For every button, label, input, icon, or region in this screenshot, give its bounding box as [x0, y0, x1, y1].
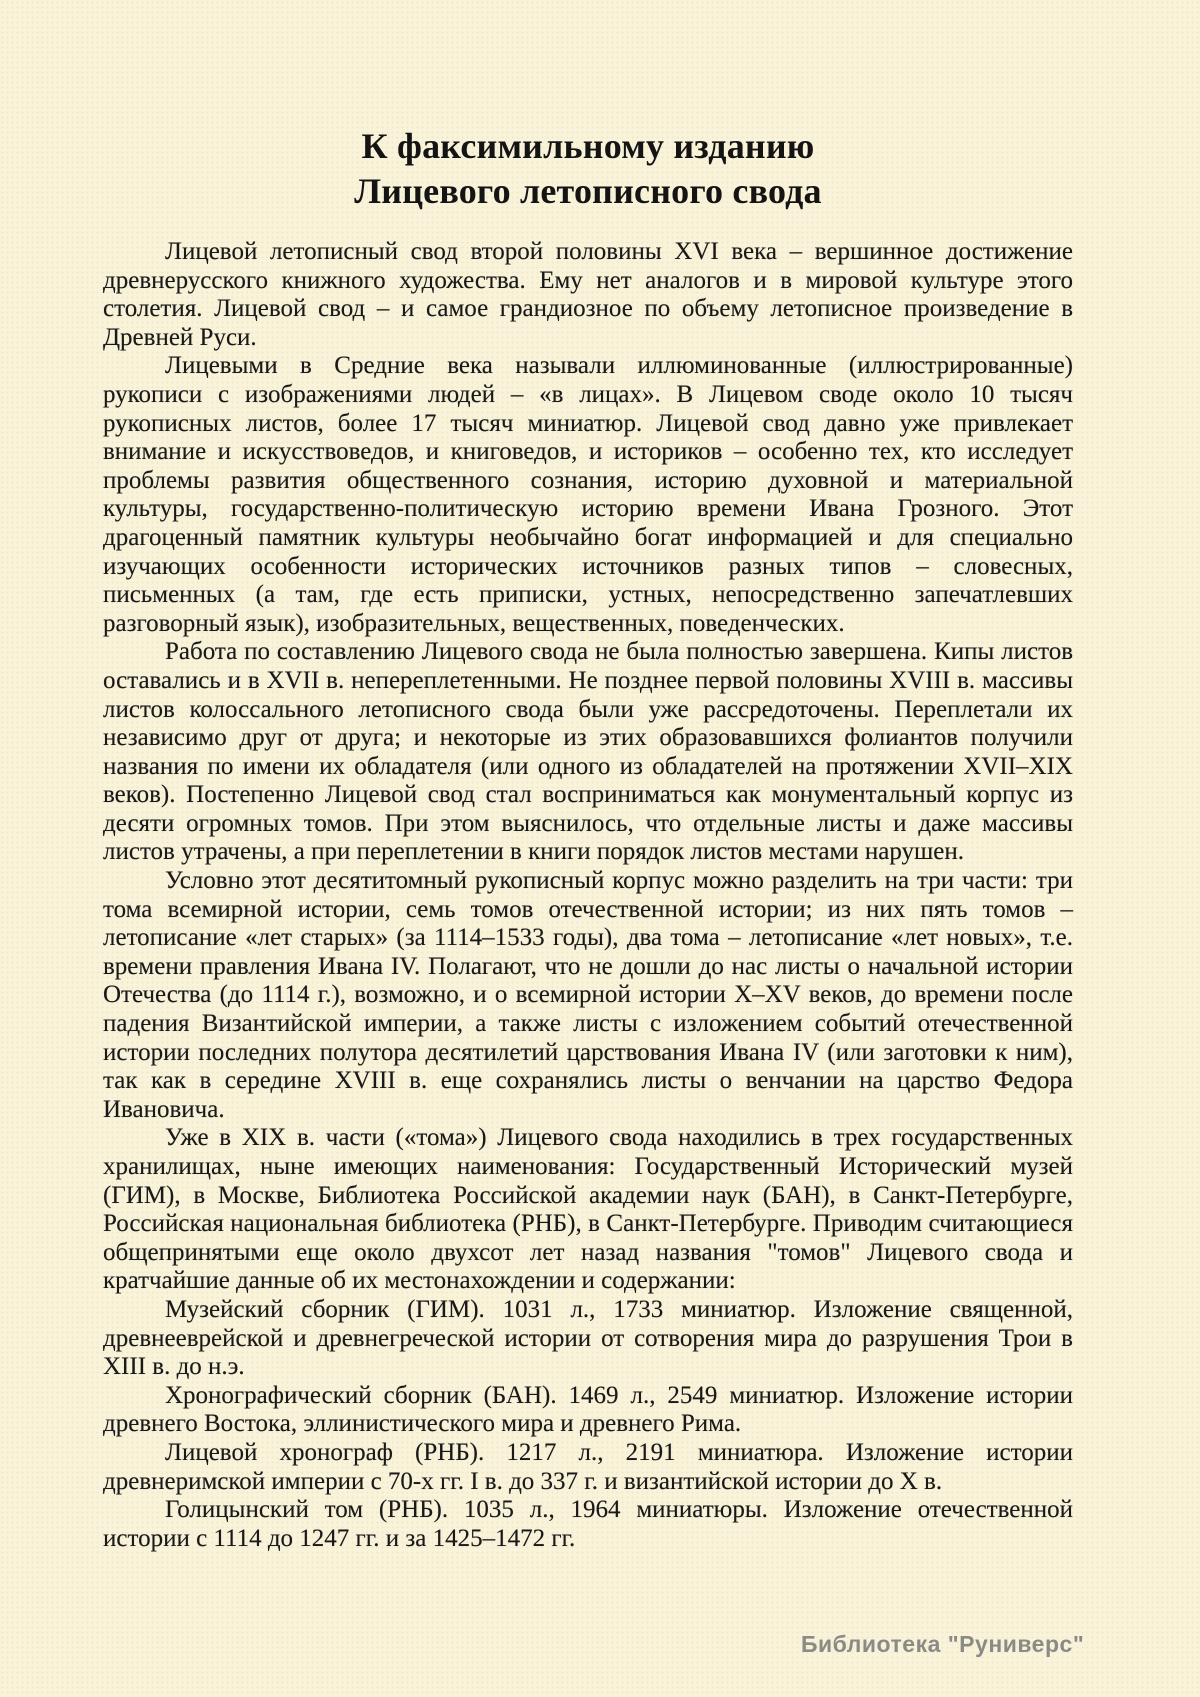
paragraph: Уже в XIX в. части («тома») Лицевого свода находились в трех государственных хранилищах, ныне имеющих наименования: Государственный Исторический музей (ГИМ), в Москве, Библиотека Российской академии наук (БАН), в Санкт-Петербурге, Российская национальная библиотека (РНБ), в Санкт-Петербурге. Приводим считающиеся общепринятыми еще около двухсот лет назад названия "томов" Лицевого свода и кратчайшие данные об их местонахождении и содержании: [103, 1124, 1073, 1295]
library-watermark: Библиотека "Руниверс" [801, 1631, 1085, 1657]
paragraph: Хронографический сборник (БАН). 1469 л., 2549 миниатюр. Изложение истории древнего Востока, эллинистического мира и древнего Рима. [103, 1381, 1073, 1438]
paragraph: Лицевой летописный свод второй половины XVI века – вершинное достижение древнерусского книжного художества. Ему нет аналогов и в мировой культуре этого столетия. Лицевой свод – и самое грандиозное по объему летописное произведение в Древней Руси. [103, 238, 1073, 351]
paragraph: Работа по составлению Лицевого свода не была полностью завершена. Кипы листов оставались и в XVII в. непереплетенными. Не позднее первой половины XVIII в. массивы листов колоссального летописного свода были уже рассредоточены. Переплетали их независимо друг от друга; и некоторые из этих образовавшихся фолиантов получили названия по имени их обладателя (или одного из обладателей на протяжении XVII–XIX веков). Постепенно Лицевой свод стал восприниматься как монументальный корпус из десяти огромных томов. При этом выяснилось, что отдельные листы и даже массивы листов утрачены, а при переплетении в книги порядок листов местами нарушен. [103, 638, 1073, 866]
paragraph: Условно этот десятитомный рукописный корпус можно разделить на три части: три тома всемирной истории, семь томов отечественной истории; из них пять томов – летописание «лет старых» (за 1114–1533 годы), два тома – летописание «лет новых», т.е. времени правления Ивана IV. Полагают, что не дошли до нас листы о начальной истории Отечества (до 1114 г.), возможно, и о всемирной истории X–XV веков, до времени после падения Византийской империи, а также листы с изложением событий отечественной истории последних полутора десятилетий царствования Ивана IV (или заготовки к ним), так как в середине XVIII в. еще сохранялись листы о венчании на царство Федора Ивановича. [103, 867, 1073, 1123]
paragraph: Лицевыми в Средние века называли иллюминованные (иллюстрированные) рукописи с изображениями людей – «в лицах». В Лицевом своде около 10 тысяч рукописных листов, более 17 тысяч миниатюр. Лицевой свод давно уже привлекает внимание и искусствоведов, и книговедов, и историков – особенно тех, кто исследует проблемы развития общественного сознания, историю духовной и материальной культуры, государственно-политическую историю времени Ивана Грозного. Этот драгоценный памятник культуры необычайно богат информацией и для специально изучающих особенности исторических источников разных типов – словесных, письменных (а там, где есть приписки, устных, непосредственно запечатлевших разговорный язык), изобразительных, вещественных, поведенческих. [103, 352, 1073, 637]
page-title-line-1: К факсимильному изданию [361, 126, 815, 166]
page-title [103, 124, 1073, 214]
page-title-line-2: Лицевого летописного свода [354, 171, 822, 211]
document-body [103, 238, 1073, 1553]
paragraph: Голицынский том (РНБ). 1035 л., 1964 миниатюры. Изложение отечественной истории с 1114 до 1247 гг. и за 1425–1472 гг. [103, 1496, 1073, 1552]
paragraph: Музейский сборник (ГИМ). 1031 л., 1733 миниатюр. Изложение священной, древнееврейской и древнегреческой истории от сотворения мира до разрушения Трои в XIII в. до н.э. [103, 1295, 1073, 1381]
paragraph: Лицевой хронограф (РНБ). 1217 л., 2191 миниатюра. Изложение истории древнеримской империи с 70-х гг. I в. до 337 г. и византийской истории до X в. [103, 1438, 1073, 1495]
